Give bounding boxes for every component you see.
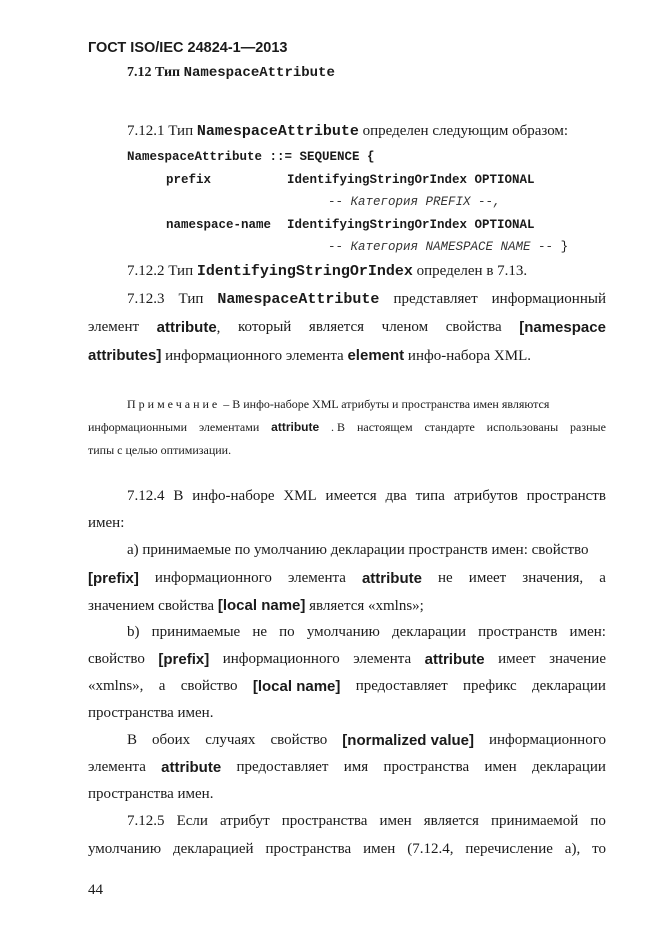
property-name: [namespace: [519, 319, 606, 336]
word: элемента: [88, 759, 146, 775]
note-line-2: [88, 420, 606, 435]
clause-7-12-4-line-1: [127, 488, 606, 505]
word: информационный: [491, 291, 606, 307]
word: свойство: [270, 732, 328, 748]
word: имеет: [468, 570, 507, 586]
clause-prefix: 7.12.2 Тип: [127, 263, 194, 279]
code-field-prefix-name: prefix: [166, 173, 212, 187]
word: свойство: [180, 678, 238, 694]
word: В: [173, 488, 184, 504]
clause-7-12-4-line-2: имен:: [88, 515, 125, 531]
word: умолчанию: [306, 624, 380, 640]
word: перечисление: [465, 841, 553, 857]
word: типа: [415, 488, 445, 504]
word: не: [438, 570, 453, 586]
list-item-a-line-1: а) принимаемые по умолчанию декларации пространств имен: свойство: [127, 542, 589, 558]
clause-7-12-5-line-1: [127, 813, 606, 830]
word: имеется: [325, 488, 377, 504]
paragraph-both-cases-line-3: пространства имен.: [88, 786, 214, 802]
word: Если: [176, 813, 208, 829]
word: принимаемой: [490, 813, 579, 829]
word: членом: [381, 319, 429, 335]
word: стандарте: [424, 420, 475, 434]
word: настоящем: [356, 420, 413, 434]
property-name: [local name]: [217, 597, 306, 614]
type-name: NamespaceAttribute: [183, 65, 335, 81]
note-label: Примечание: [127, 397, 221, 411]
word: элемент: [88, 319, 140, 335]
word: [157, 319, 221, 337]
word: атрибутов: [453, 488, 518, 504]
clause-7-12-2: [127, 263, 527, 280]
word: декларации: [392, 624, 466, 640]
type-name: NamespaceAttribute: [217, 291, 380, 308]
word: использованы: [486, 420, 559, 434]
word: а),: [564, 841, 581, 857]
closing-brace: }: [560, 240, 569, 254]
list-item-a-line-2: [88, 570, 606, 587]
word: представляет: [393, 291, 478, 307]
word: а: [599, 570, 606, 586]
word: элементами: [198, 420, 260, 434]
word: имен: [379, 813, 412, 829]
word: значения,: [522, 570, 584, 586]
word: пространства: [265, 841, 352, 857]
word: случаях: [205, 732, 256, 748]
property-name: attribute: [156, 319, 217, 336]
comment-text: -- Категория PREFIX --,: [328, 195, 501, 209]
word: предоставляет: [236, 759, 329, 775]
clause-7-12-1: [127, 123, 568, 140]
property-name: attributes]: [88, 347, 162, 364]
text: инфо-набора XML.: [404, 348, 531, 364]
word: пространств: [478, 624, 558, 640]
word: декларацией: [172, 841, 254, 857]
word: имен: [484, 759, 517, 775]
text: значением свойства: [88, 598, 218, 614]
clause-7-12-3-line-3: [88, 347, 531, 365]
punct: ,: [216, 320, 221, 336]
word: декларации: [532, 678, 606, 694]
word: значение: [549, 651, 606, 667]
code-field-prefix-type: IdentifyingStringOrIndex OPTIONAL: [287, 173, 535, 187]
word: b): [127, 624, 140, 640]
word: не: [252, 624, 268, 640]
code-field-namespace-name: namespace-name: [166, 218, 272, 232]
property-name: [prefix]: [88, 570, 139, 587]
property-name: attribute: [161, 759, 222, 776]
word: предоставляет: [355, 678, 448, 694]
clause-prefix: 7.12.1 Тип: [127, 123, 194, 139]
word: информационного: [154, 570, 272, 586]
word: разные: [570, 420, 606, 434]
clause-text: определен в 7.13.: [416, 263, 528, 279]
word: свойство: [88, 651, 145, 667]
clause-text: определен следующим образом:: [362, 123, 569, 139]
word: умолчанию: [88, 841, 162, 857]
property-name: [prefix]: [158, 651, 210, 668]
word: . В: [331, 420, 346, 434]
word: имеет: [498, 651, 536, 667]
word: префикс: [463, 678, 517, 694]
comment-text: -- Категория NAMESPACE NAME --: [328, 240, 554, 254]
property-name: [normalized value]: [342, 732, 474, 749]
property-name: element: [347, 347, 405, 364]
code-comment-namespace: [328, 240, 568, 254]
list-item-b-line-2: [88, 651, 606, 668]
text: является «xmlns»;: [305, 598, 424, 614]
word: который: [238, 319, 292, 335]
word: пространства: [383, 759, 470, 775]
word: инфо-наборе: [192, 488, 275, 504]
list-item-b-line-1: [127, 624, 606, 641]
word: XML: [283, 488, 317, 504]
list-item-b-line-3: [88, 678, 606, 695]
word: элемента: [287, 570, 346, 586]
paragraph-both-cases-line-1: [127, 732, 606, 749]
word: информационного: [222, 651, 340, 667]
property-name: attribute: [361, 570, 422, 587]
word: то: [592, 841, 606, 857]
clause-7-12-3-line-2: [88, 319, 606, 337]
paragraph-both-cases-line-2: [88, 759, 606, 776]
word: имен: [363, 841, 396, 857]
word: два: [385, 488, 407, 504]
type-name: IdentifyingStringOrIndex: [196, 263, 413, 280]
word: принимаемые: [151, 624, 241, 640]
list-item-a-line-3: [88, 597, 424, 615]
word: свойства: [445, 319, 502, 335]
word: декларации: [532, 759, 606, 775]
note-text: – В инфо-наборе XML атрибуты и пространства имен являются: [223, 397, 550, 411]
section-word: Тип: [155, 65, 181, 80]
word: информационными: [88, 420, 188, 434]
page-number: 44: [88, 882, 103, 898]
word: по: [279, 624, 295, 640]
note-line-3: типы с целью оптимизации.: [88, 443, 232, 457]
word: 7.12.3: [127, 291, 165, 307]
word: элемента: [353, 651, 412, 667]
type-name: NamespaceAttribute: [196, 123, 359, 140]
word: В: [127, 732, 138, 748]
property-name: attribute: [424, 651, 485, 668]
word: обоих: [152, 732, 191, 748]
code-field-namespace-type: IdentifyingStringOrIndex OPTIONAL: [287, 218, 535, 232]
section-heading-7-12: [127, 65, 335, 81]
section-number: 7.12: [127, 65, 152, 80]
word: «xmlns»,: [88, 678, 144, 694]
clause-7-12-3-line-1: [127, 291, 606, 308]
word: имен:: [569, 624, 606, 640]
note-line-1: [127, 397, 549, 412]
word: 7.12.4: [127, 488, 165, 504]
word: информационного: [489, 732, 606, 748]
word: Тип: [178, 291, 204, 307]
word: по: [590, 813, 606, 829]
property-name: attribute: [271, 420, 320, 434]
word: является: [423, 813, 479, 829]
word: а: [158, 678, 166, 694]
word: 7.12.5: [127, 813, 165, 829]
word: атрибут: [219, 813, 270, 829]
code-line-1: NamespaceAttribute ::= SEQUENCE {: [127, 150, 375, 164]
text: информационного элемента: [161, 348, 348, 364]
document-header: ГОСТ ISO/IEC 24824-1—2013: [88, 40, 288, 56]
word: пространств: [526, 488, 606, 504]
property-name: [local name]: [252, 678, 341, 695]
clause-7-12-5-line-2: [88, 841, 606, 858]
list-item-b-line-4: пространства имен.: [88, 705, 214, 721]
word: пространства: [281, 813, 368, 829]
word: (7.12.4,: [407, 841, 454, 857]
word: является: [308, 319, 365, 335]
code-comment-prefix: [328, 195, 501, 209]
word: имя: [343, 759, 369, 775]
